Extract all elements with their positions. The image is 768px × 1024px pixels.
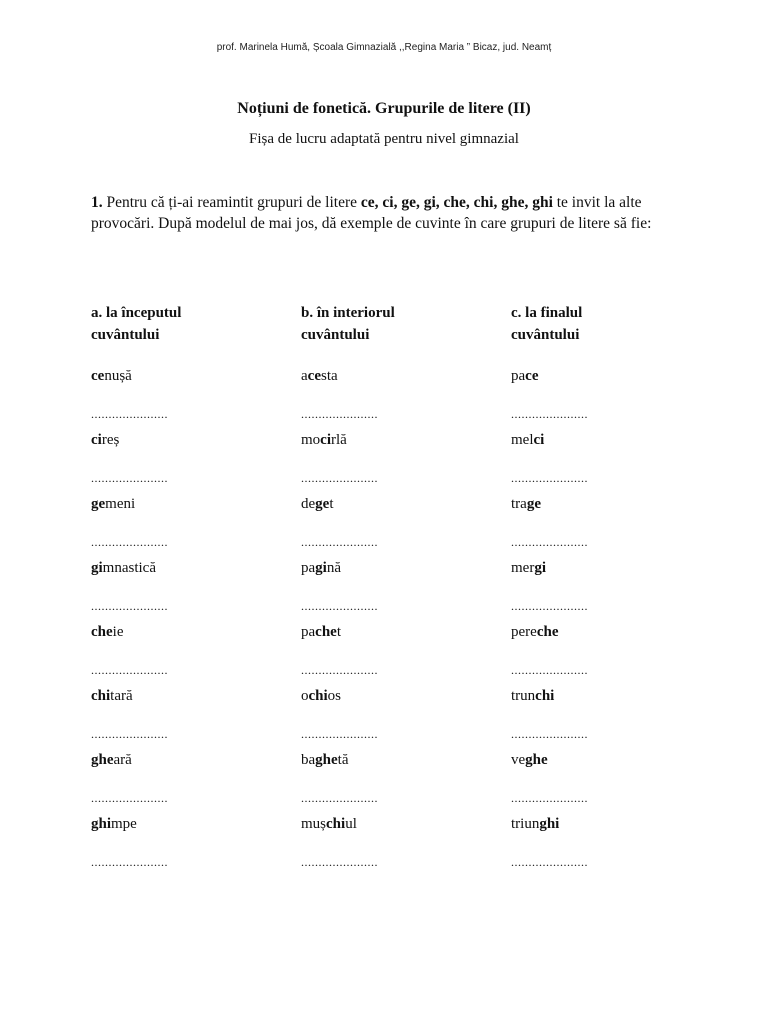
answer-blank[interactable]: ...................... xyxy=(301,727,378,741)
answer-blank[interactable]: ...................... xyxy=(91,599,168,613)
letter-group-highlight: ci xyxy=(533,432,545,448)
word-part: meni xyxy=(105,496,136,512)
example-word xyxy=(91,752,132,769)
answer-blank[interactable]: ...................... xyxy=(91,535,168,549)
word-part: pa xyxy=(301,560,316,576)
column-heading-line1: a. la începutul xyxy=(91,305,182,321)
letter-group-highlight: ge xyxy=(315,496,330,512)
example-word xyxy=(301,816,357,833)
letter-group-highlight: ce xyxy=(525,368,539,384)
letter-group-highlight: chi xyxy=(308,688,328,704)
answer-blank[interactable]: ...................... xyxy=(511,855,588,869)
instructions-text-after: te invit la alte provocări. După modelul de mai jos, dă exemple de cuvinte în care grupuri de litere să fie: xyxy=(91,194,652,232)
answer-blank[interactable]: ...................... xyxy=(91,727,168,741)
column-heading xyxy=(511,302,711,348)
example-word xyxy=(301,688,341,705)
letter-group-highlight: ghi xyxy=(539,816,560,832)
example-word xyxy=(91,816,137,833)
answer-blank[interactable]: ...................... xyxy=(91,855,168,869)
word-part: de xyxy=(301,496,316,512)
example-word xyxy=(511,560,546,577)
example-word xyxy=(91,560,156,577)
column-heading-line1: c. la finalul xyxy=(511,305,583,321)
word-part: ie xyxy=(112,624,124,640)
column-heading-line2: cuvântului xyxy=(301,327,370,343)
word-part: sta xyxy=(321,368,338,384)
example-word xyxy=(91,496,135,513)
letter-group-highlight: che xyxy=(315,624,337,640)
example-word xyxy=(301,752,349,769)
example-word xyxy=(511,368,539,385)
exercise-number: 1. xyxy=(91,194,103,211)
word-part: mel xyxy=(511,432,534,448)
word-part: tra xyxy=(511,496,527,512)
letter-group-highlight: che xyxy=(91,624,113,640)
word-part: nă xyxy=(326,560,342,576)
column-heading-line2: cuvântului xyxy=(91,327,160,343)
answer-blank[interactable]: ...................... xyxy=(91,471,168,485)
word-part: t xyxy=(329,496,334,512)
example-word xyxy=(301,496,334,513)
letter-group-highlight: gi xyxy=(534,560,546,576)
word-part: ba xyxy=(301,752,316,768)
word-part: tară xyxy=(110,688,133,704)
word-part: a xyxy=(301,368,308,384)
answer-blank[interactable]: ...................... xyxy=(511,791,588,805)
letter-group-highlight: ghi xyxy=(91,816,112,832)
word-part: mer xyxy=(511,560,535,576)
answer-blank[interactable]: ...................... xyxy=(511,727,588,741)
example-word xyxy=(511,816,559,833)
word-part: rlă xyxy=(331,432,347,448)
instructions-text-before: Pentru că ți-ai reamintit grupuri de litere xyxy=(106,194,361,211)
word-part: pa xyxy=(301,624,316,640)
answer-blank[interactable]: ...................... xyxy=(511,471,588,485)
column-beginning xyxy=(91,302,291,869)
letter-group-highlight: ghe xyxy=(525,752,548,768)
word-part: mo xyxy=(301,432,321,448)
word-part: reș xyxy=(101,432,120,448)
word-part: trun xyxy=(511,688,536,704)
answer-blank[interactable]: ...................... xyxy=(511,599,588,613)
letter-group-highlight: gi xyxy=(315,560,327,576)
answer-blank[interactable]: ...................... xyxy=(301,407,378,421)
letter-group-highlight: ge xyxy=(91,496,106,512)
answer-blank[interactable]: ...................... xyxy=(301,855,378,869)
answer-blank[interactable]: ...................... xyxy=(511,535,588,549)
word-part: ve xyxy=(511,752,526,768)
example-word xyxy=(511,496,541,513)
letter-group-highlight: ghe xyxy=(315,752,338,768)
word-part: ul xyxy=(345,816,357,832)
example-word xyxy=(91,432,119,449)
example-word xyxy=(301,624,341,641)
word-part: ară xyxy=(113,752,132,768)
exercise-instructions xyxy=(91,192,681,234)
word-part: triun xyxy=(511,816,540,832)
example-word xyxy=(511,624,558,641)
word-part: tă xyxy=(337,752,349,768)
letter-group-highlight: ci xyxy=(91,432,102,448)
answer-blank[interactable]: ...................... xyxy=(301,663,378,677)
word-part: pere xyxy=(511,624,537,640)
letter-group-highlight: chi xyxy=(326,816,346,832)
word-part: muș xyxy=(301,816,327,832)
answer-blank[interactable]: ...................... xyxy=(301,535,378,549)
example-word xyxy=(91,368,132,385)
example-word xyxy=(301,368,338,385)
letter-group-highlight: ge xyxy=(526,496,541,512)
example-word xyxy=(301,560,341,577)
column-final xyxy=(511,302,711,869)
example-word xyxy=(91,624,124,641)
letter-group-highlight: ce xyxy=(91,368,105,384)
answer-blank[interactable]: ...................... xyxy=(91,407,168,421)
column-heading xyxy=(91,302,291,348)
answer-blank[interactable]: ...................... xyxy=(91,663,168,677)
example-word xyxy=(91,688,133,705)
answer-blank[interactable]: ...................... xyxy=(91,791,168,805)
example-word xyxy=(301,432,347,449)
example-word xyxy=(511,688,554,705)
letter-group-highlight: ci xyxy=(320,432,331,448)
page-title: Noțiuni de fonetică. Grupurile de litere (II) xyxy=(237,100,531,117)
letter-group-highlight: ghe xyxy=(91,752,114,768)
column-heading-line2: cuvântului xyxy=(511,327,580,343)
answer-blank[interactable]: ...................... xyxy=(301,471,378,485)
answer-blank[interactable]: ...................... xyxy=(301,599,378,613)
example-word xyxy=(511,752,548,769)
page-subtitle: Fișa de lucru adaptată pentru nivel gimnazial xyxy=(249,131,519,147)
column-heading xyxy=(301,302,501,348)
column-interior xyxy=(301,302,501,869)
column-heading-line1: b. în interiorul xyxy=(301,305,395,321)
word-part: os xyxy=(327,688,342,704)
letter-group-highlight: che xyxy=(536,624,559,640)
word-part: pa xyxy=(511,368,526,384)
word-part: mpe xyxy=(111,816,137,832)
example-word xyxy=(511,432,544,449)
answer-blank[interactable]: ...................... xyxy=(511,407,588,421)
page-header: prof. Marinela Humă, Școala Gimnazială ,,Regina Maria ” Bicaz, jud. Neamț xyxy=(216,42,552,53)
letter-group-highlight: gi xyxy=(91,560,103,576)
word-part: mnastică xyxy=(102,560,156,576)
word-part: o xyxy=(301,688,309,704)
answer-blank[interactable]: ...................... xyxy=(511,663,588,677)
word-part: nușă xyxy=(104,368,132,384)
word-part: t xyxy=(336,624,342,640)
letter-group-highlight: chi xyxy=(91,688,111,704)
answer-blank[interactable]: ...................... xyxy=(301,791,378,805)
letter-group-highlight: ce xyxy=(307,368,321,384)
letter-groups: ce, ci, ge, gi, che, chi, ghe, ghi xyxy=(360,194,553,211)
letter-group-highlight: chi xyxy=(535,688,555,704)
